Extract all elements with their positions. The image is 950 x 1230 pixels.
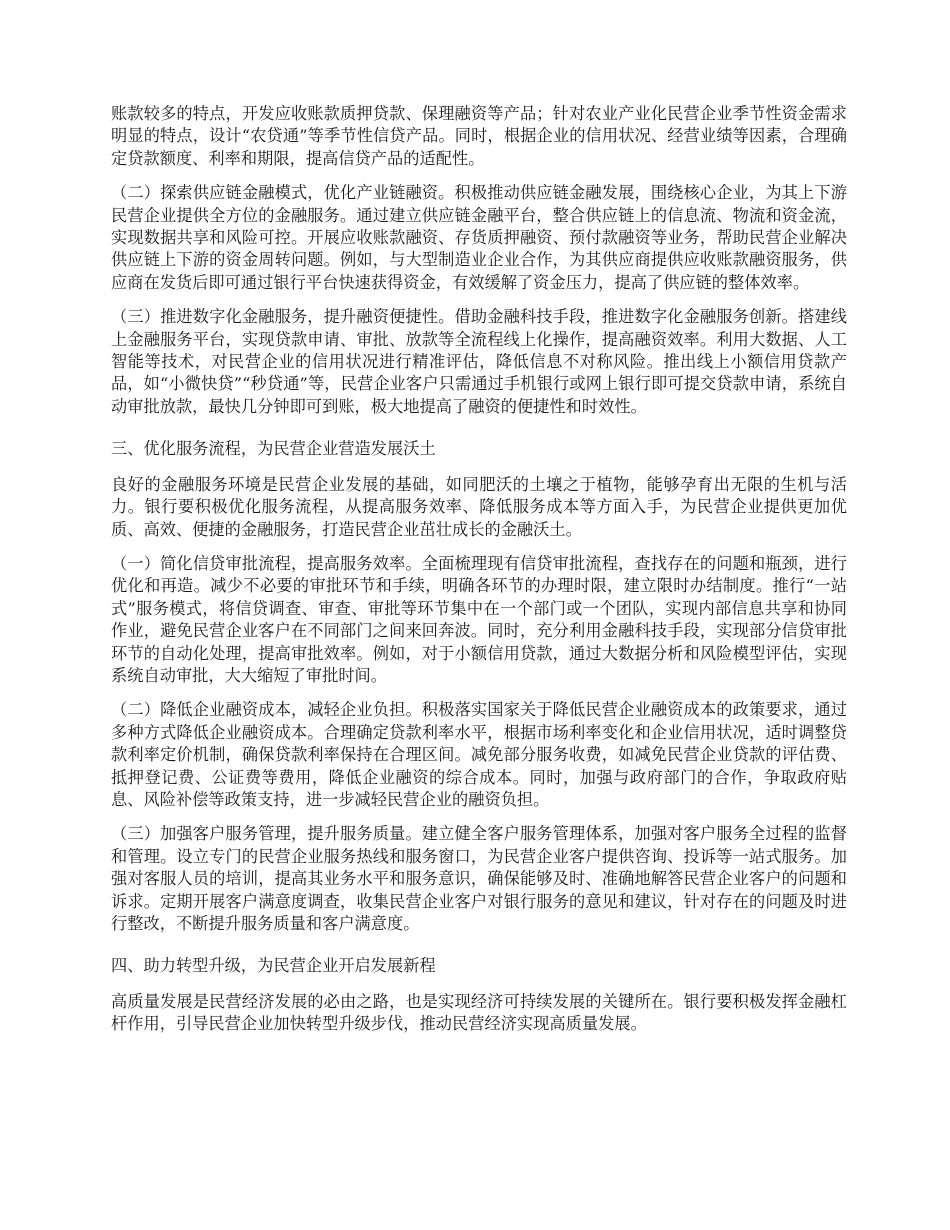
- paragraph-section-three-item-1: （一）简化信贷审批流程，提高服务效率。全面梳理现有信贷审批流程，查找存在的问题和瓶颈，进行优化和再造。减少不必要的审批环节和手续，明确各环节的办理时限，建立限时办结制度。推行“一站式”服务模式，将信贷调查、审查、审批等环节集中在一个部门或一个团队，实现内部信息共享和协同作业，避免民营企业客户在不同部门之间来回奔波。同时，充分利用金融科技手段，实现部分信贷审批环节的自动化处理，提高审批效率。例如，对于小额信用贷款，通过大数据分析和风险模型评估，实现系统自动审批，大大缩短了审批时间。: [111, 553, 847, 685]
- heading-section-three: 三、优化服务流程，为民营企业营造发展沃土: [111, 439, 436, 459]
- paragraph-section-three-intro: 良好的金融服务环境是民营企业发展的基础，如同肥沃的土壤之于植物，能够孕育出无限的生机与活力。银行要积极优化服务流程，从提高服务效率、降低服务成本等方面入手，为民营企业提供更加优质、高效、便捷的金融服务，打造民营企业茁壮成长的金融沃土。: [111, 474, 847, 539]
- heading-section-four: 四、助力转型升级，为民营企业开启发展新程: [111, 956, 436, 976]
- paragraph-section-three-item-3: （三）加强客户服务管理，提升服务质量。建立健全客户服务管理体系，加强对客户服务全过程的监督和管理。设立专门的民营企业服务热线和服务窗口，为民营企业客户提供咨询、投诉等一站式服务。加强对客服人员的培训，提高其业务水平和服务意识，确保能够及时、准确地解答民营企业客户的问题和诉求。定期开展客户满意度调查，收集民营企业客户对银行服务的意见和建议，针对存在的问题及时进行整改，不断提升服务质量和客户满意度。: [111, 824, 847, 933]
- document-body: [111, 103, 847, 1036]
- paragraph-continuation-top: 账款较多的特点，开发应收账款质押贷款、保理融资等产品；针对农业产业化民营企业季节性资金需求明显的特点，设计“农贷通”等季节性信贷产品。同时，根据企业的信用状况、经营业绩等因素，合理确定贷款额度、利率和期限，提高信贷产品的适配性。: [111, 104, 847, 168]
- paragraph-section-four-intro: 高质量发展是民营经济发展的必由之路，也是实现经济可持续发展的关键所在。银行要积极发挥金融杠杆作用，引导民营企业加快转型升级步伐，推动民营经济实现高质量发展。: [111, 991, 847, 1034]
- paragraph-section-three-item-2: （二）降低企业融资成本，减轻企业负担。积极落实国家关于降低民营企业融资成本的政策要求，通过多种方式降低企业融资成本。合理确定贷款利率水平，根据市场利率变化和企业信用状况，适时调整贷款利率定价机制，确保贷款利率保持在合理区间。减免部分服务收费，如减免民营企业贷款的评估费、抵押登记费、公证费等费用，降低企业融资的综合成本。同时，加强与政府部门的合作，争取政府贴息、风险补偿等政策支持，进一步减轻民营企业的融资负担。: [111, 700, 847, 809]
- paragraph-section-two-item-3: （三）推进数字化金融服务，提升融资便捷性。借助金融科技手段，推进数字化金融服务创新。搭建线上金融服务平台，实现贷款申请、审批、放款等全流程线上化操作，提高融资效率。利用大数据、人工智能等技术，对民营企业的信用状况进行精准评估，降低信息不对称风险。推出线上小额信用贷款产品，如“小微快贷”“秒贷通”等，民营企业客户只需通过手机银行或网上银行即可提交贷款申请，系统自动审批放款，最快几分钟即可到账，极大地提高了融资的便捷性和时效性。: [111, 307, 847, 416]
- paragraph-section-two-item-2: （二）探索供应链金融模式，优化产业链融资。积极推动供应链金融发展，围绕核心企业，为其上下游民营企业提供全方位的金融服务。通过建立供应链金融平台，整合供应链上的信息流、物流和资金流，实现数据共享和风险可控。开展应收账款融资、存货质押融资、预付款融资等业务，帮助民营企业解决供应链上下游的资金周转问题。例如，与大型制造业企业合作，为其供应商提供应收账款融资服务，供应商在发货后即可通过银行平台快速获得资金，有效缓解了资金压力，提高了供应链的整体效率。: [111, 183, 847, 292]
- heading-section-four-wrapper: [111, 955, 847, 977]
- heading-section-three-wrapper: [111, 438, 847, 460]
